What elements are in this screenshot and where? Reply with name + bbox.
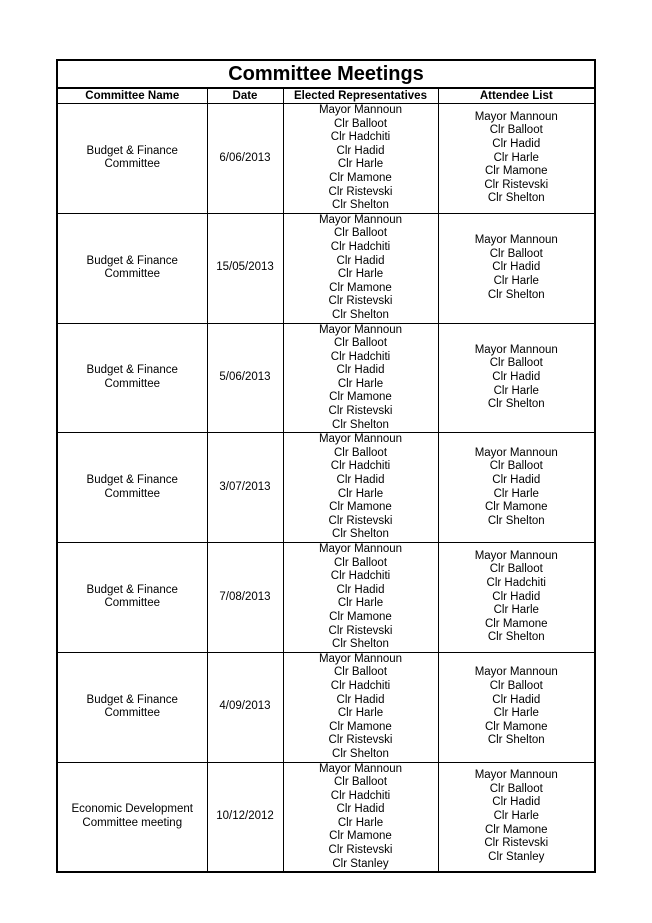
- elected-representative-name: Mayor Mannoun: [318, 433, 403, 446]
- attendee-name: Clr Ristevski: [484, 178, 549, 191]
- attendee-name: Clr Shelton: [487, 398, 545, 411]
- elected-representatives-cell: [283, 762, 438, 872]
- attendee-list-cell: [438, 762, 595, 872]
- attendee-name: Mayor Mannoun: [474, 549, 558, 562]
- committee-meetings-table: [56, 59, 596, 873]
- elected-representative-name: Clr Ristevski: [328, 295, 393, 308]
- elected-representatives-cell: [283, 433, 438, 543]
- table-row: [57, 543, 595, 653]
- elected-representative-name: Clr Hadid: [336, 474, 385, 487]
- attendee-list: [439, 550, 595, 645]
- meeting-date-cell: 6/06/2013: [207, 104, 283, 214]
- committee-name-cell: Budget & Finance Committee: [57, 323, 207, 433]
- elected-representative-name: Clr Shelton: [332, 418, 389, 431]
- elected-representatives-list: [284, 433, 438, 542]
- elected-representative-name: Clr Hadchiti: [330, 240, 391, 253]
- elected-representative-name: Clr Hadchiti: [330, 679, 391, 692]
- table-row: [57, 762, 595, 872]
- attendee-name: Clr Harle: [493, 384, 539, 397]
- elected-representative-name: Clr Ristevski: [328, 844, 393, 857]
- attendee-name: Clr Hadid: [492, 261, 541, 274]
- attendee-name: Clr Hadid: [492, 590, 541, 603]
- attendee-list: [439, 666, 595, 748]
- attendee-list: [439, 447, 595, 529]
- attendee-name: Clr Ristevski: [484, 837, 549, 850]
- elected-representatives-list: [284, 214, 438, 323]
- attendee-name: Clr Shelton: [487, 734, 545, 747]
- column-header-committee-name: Committee Name: [57, 88, 207, 104]
- committee-name-cell: Budget & Finance Committee: [57, 543, 207, 653]
- elected-representative-name: Clr Balloot: [333, 446, 388, 459]
- table-row: [57, 213, 595, 323]
- elected-representative-name: Clr Stanley: [332, 857, 389, 870]
- elected-representatives-list: [284, 324, 438, 433]
- committee-name-cell: Budget & Finance Committee: [57, 652, 207, 762]
- meeting-date-cell: 7/08/2013: [207, 543, 283, 653]
- elected-representative-name: Clr Harle: [337, 707, 384, 720]
- elected-representative-name: Clr Mamone: [329, 830, 392, 843]
- elected-representative-name: Mayor Mannoun: [318, 323, 403, 336]
- attendee-name: Clr Shelton: [487, 288, 545, 301]
- elected-representative-name: Clr Hadid: [336, 364, 385, 377]
- elected-representative-name: Clr Shelton: [332, 199, 389, 212]
- elected-representative-name: Clr Balloot: [333, 556, 388, 569]
- elected-representative-name: Clr Ristevski: [328, 514, 393, 527]
- elected-representative-name: Clr Hadchiti: [330, 570, 391, 583]
- elected-representative-name: Clr Ristevski: [328, 185, 393, 198]
- attendee-name: Mayor Mannoun: [474, 666, 558, 679]
- meeting-date-cell: 4/09/2013: [207, 652, 283, 762]
- attendee-list-cell: [438, 104, 595, 214]
- attendee-list: [439, 111, 595, 206]
- table-row: [57, 433, 595, 543]
- elected-representative-name: Clr Hadid: [336, 803, 385, 816]
- column-header-elected-representatives: Elected Representatives: [283, 88, 438, 104]
- elected-representative-name: Clr Harle: [337, 268, 384, 281]
- attendee-list-cell: [438, 652, 595, 762]
- table-body: [57, 104, 595, 873]
- attendee-name: Clr Harle: [493, 604, 539, 617]
- elected-representative-name: Mayor Mannoun: [318, 652, 403, 665]
- attendee-name: Clr Harle: [493, 151, 539, 164]
- elected-representative-name: Clr Mamone: [329, 171, 392, 184]
- elected-representative-name: Clr Balloot: [333, 117, 388, 130]
- attendee-name: Clr Hadchiti: [486, 576, 546, 589]
- elected-representative-name: Clr Harle: [337, 487, 384, 500]
- elected-representative-name: Mayor Mannoun: [318, 543, 403, 555]
- attendee-name: Clr Harle: [493, 707, 539, 720]
- attendee-name: Clr Harle: [493, 274, 539, 287]
- elected-representative-name: Clr Balloot: [333, 666, 388, 679]
- table-row: [57, 652, 595, 762]
- attendee-list: [439, 234, 595, 302]
- attendee-name: Clr Shelton: [487, 192, 545, 205]
- attendee-name: Clr Mamone: [484, 617, 548, 630]
- attendee-name: Clr Hadid: [492, 693, 541, 706]
- attendee-name: Clr Hadid: [492, 474, 541, 487]
- meeting-date-cell: 5/06/2013: [207, 323, 283, 433]
- elected-representatives-cell: [283, 104, 438, 214]
- attendee-list-cell: [438, 433, 595, 543]
- elected-representative-name: Clr Hadchiti: [330, 131, 391, 144]
- elected-representatives-cell: [283, 543, 438, 653]
- elected-representative-name: Clr Shelton: [332, 747, 389, 760]
- committee-name-cell: Budget & Finance Committee: [57, 433, 207, 543]
- attendee-list-cell: [438, 323, 595, 433]
- attendee-name: Mayor Mannoun: [474, 446, 558, 459]
- attendee-name: Clr Hadid: [492, 371, 541, 384]
- elected-representative-name: Clr Hadchiti: [330, 789, 391, 802]
- attendee-name: Clr Mamone: [484, 165, 548, 178]
- elected-representative-name: Mayor Mannoun: [318, 104, 403, 116]
- page-title: Committee Meetings: [57, 60, 595, 88]
- committee-meetings-sheet: [56, 59, 594, 873]
- elected-representative-name: Clr Harle: [337, 816, 384, 829]
- elected-representative-name: Clr Mamone: [329, 391, 392, 404]
- elected-representatives-list: [284, 543, 438, 652]
- committee-name-cell: Budget & Finance Committee: [57, 213, 207, 323]
- attendee-name: Clr Harle: [493, 810, 539, 823]
- elected-representative-name: Clr Hadchiti: [330, 460, 391, 473]
- column-header-date: Date: [207, 88, 283, 104]
- meeting-date-cell: 10/12/2012: [207, 762, 283, 872]
- meeting-date-cell: 15/05/2013: [207, 213, 283, 323]
- attendee-list: [439, 344, 595, 412]
- elected-representative-name: Clr Mamone: [329, 501, 392, 514]
- elected-representative-name: Clr Hadid: [336, 254, 385, 267]
- elected-representative-name: Clr Shelton: [332, 308, 389, 321]
- attendee-name: Clr Balloot: [489, 247, 543, 260]
- attendee-name: Clr Mamone: [484, 501, 548, 514]
- elected-representatives-cell: [283, 213, 438, 323]
- attendee-name: Mayor Mannoun: [474, 769, 558, 782]
- elected-representative-name: Clr Mamone: [329, 720, 392, 733]
- attendee-name: Clr Balloot: [489, 357, 543, 370]
- attendee-name: Clr Mamone: [484, 720, 548, 733]
- attendee-name: Clr Mamone: [484, 823, 548, 836]
- attendee-list-cell: [438, 213, 595, 323]
- attendee-name: Mayor Mannoun: [474, 343, 558, 356]
- attendee-name: Clr Shelton: [487, 514, 545, 527]
- elected-representative-name: Clr Mamone: [329, 610, 392, 623]
- elected-representative-name: Clr Shelton: [332, 638, 389, 651]
- attendee-name: Clr Balloot: [489, 563, 543, 576]
- attendee-name: Clr Balloot: [489, 679, 543, 692]
- elected-representative-name: Mayor Mannoun: [318, 762, 403, 775]
- elected-representatives-cell: [283, 652, 438, 762]
- attendee-name: Mayor Mannoun: [474, 234, 558, 247]
- meeting-date-cell: 3/07/2013: [207, 433, 283, 543]
- elected-representative-name: Clr Ristevski: [328, 405, 393, 418]
- elected-representatives-list: [284, 104, 438, 213]
- elected-representative-name: Clr Hadid: [336, 583, 385, 596]
- elected-representative-name: Clr Ristevski: [328, 734, 393, 747]
- attendee-name: Clr Harle: [493, 487, 539, 500]
- attendee-name: Clr Balloot: [489, 460, 543, 473]
- elected-representatives-list: [284, 763, 438, 872]
- elected-representative-name: Clr Balloot: [333, 337, 388, 350]
- elected-representative-name: Clr Balloot: [333, 227, 388, 240]
- elected-representative-name: Clr Hadid: [336, 693, 385, 706]
- table-row: [57, 323, 595, 433]
- attendee-name: Mayor Mannoun: [474, 110, 558, 123]
- elected-representatives-list: [284, 653, 438, 762]
- elected-representative-name: Clr Harle: [337, 158, 384, 171]
- elected-representative-name: Clr Balloot: [333, 776, 388, 789]
- elected-representative-name: Clr Mamone: [329, 281, 392, 294]
- elected-representative-name: Clr Shelton: [332, 528, 389, 541]
- attendee-name: Clr Hadid: [492, 796, 541, 809]
- attendee-name: Clr Shelton: [487, 631, 545, 644]
- attendee-name: Clr Stanley: [488, 850, 545, 863]
- elected-representative-name: Clr Harle: [337, 597, 384, 610]
- column-header-attendee-list: Attendee List: [438, 88, 595, 104]
- attendee-name: Clr Balloot: [489, 782, 543, 795]
- committee-name-cell: Budget & Finance Committee: [57, 104, 207, 214]
- elected-representative-name: Clr Harle: [337, 377, 384, 390]
- elected-representative-name: Mayor Mannoun: [318, 213, 403, 226]
- attendee-list: [439, 769, 595, 864]
- elected-representatives-cell: [283, 323, 438, 433]
- committee-name-cell: Economic Development Committee meeting: [57, 762, 207, 872]
- attendee-name: Clr Balloot: [489, 124, 543, 137]
- elected-representative-name: Clr Hadchiti: [330, 350, 391, 363]
- attendee-name: Clr Hadid: [492, 137, 541, 150]
- attendee-list-cell: [438, 543, 595, 653]
- elected-representative-name: Clr Hadid: [336, 144, 385, 157]
- table-row: [57, 104, 595, 214]
- column-header-row: [57, 88, 595, 104]
- elected-representative-name: Clr Ristevski: [328, 624, 393, 637]
